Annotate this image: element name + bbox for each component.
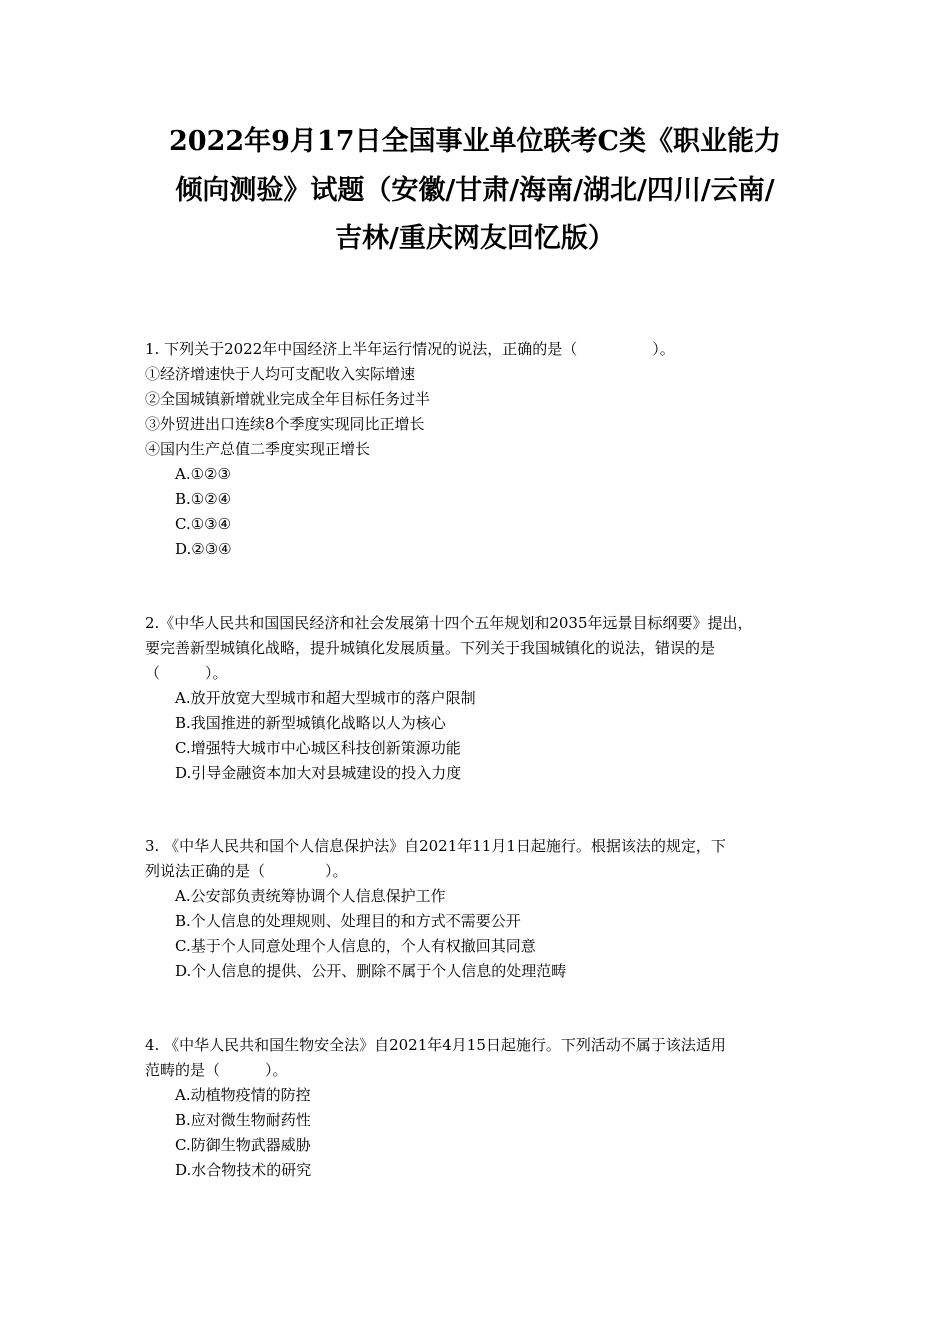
title-line: 倾向测验》试题（安徽/甘肃/海南/湖北/四川/云南/ [175, 174, 775, 206]
statement: ②全国城镇新增就业完成全年目标任务过半 [145, 390, 431, 408]
question-3 [145, 834, 810, 984]
document-title [130, 118, 820, 264]
option-b: B.个人信息的处理规则、处理目的和方式不需要公开 [175, 912, 521, 930]
option-d: D.②③④ [175, 540, 232, 558]
option-b: B.应对微生物耐药性 [175, 1111, 311, 1129]
question-stem: 1. 下列关于2022年中国经济上半年运行情况的说法，正确的是（ ）。 [145, 340, 675, 358]
option-a: A.①②③ [175, 465, 231, 483]
question-stem: （ ）。 [145, 664, 228, 682]
title-line: 2022年9月17日全国事业单位联考C类《职业能力 [169, 126, 781, 157]
option-c: C.①③④ [175, 515, 232, 533]
statement: ④国内生产总值二季度实现正增长 [145, 440, 371, 458]
question-stem: 列说法正确的是（ ）。 [145, 862, 348, 880]
option-b: B.我国推进的新型城镇化战略以人为核心 [175, 714, 446, 732]
option-d: D.引导金融资本加大对县城建设的投入力度 [175, 764, 462, 782]
option-d: D.水合物技术的研究 [175, 1161, 312, 1179]
option-a: A.动植物疫情的防控 [175, 1086, 311, 1104]
option-a: A.放开放宽大型城市和超大型城市的落户限制 [175, 689, 476, 707]
option-c: C.防御生物武器威胁 [175, 1136, 311, 1154]
option-b: B.①②④ [175, 490, 232, 508]
question-2 [145, 611, 810, 786]
question-stem: 范畴的是（ ）。 [145, 1061, 288, 1079]
option-c: C.基于个人同意处理个人信息的，个人有权撤回其同意 [175, 937, 536, 955]
question-stem: 要完善新型城镇化战略，提升城镇化发展质量。下列关于我国城镇化的说法，错误的是 [145, 639, 716, 657]
option-a: A.公安部负责统筹协调个人信息保护工作 [175, 887, 446, 905]
statement: ③外贸进出口连续8个季度实现同比正增长 [145, 415, 425, 433]
question-1 [145, 337, 810, 562]
question-stem: 2.《中华人民共和国国民经济和社会发展第十四个五年规划和2035年远景目标纲要》提出， [145, 614, 753, 632]
option-c: C.增强特大城市中心城区科技创新策源功能 [175, 739, 461, 757]
question-stem: 3. 《中华人民共和国个人信息保护法》自2021年11月1日起施行。根据该法的规定，下 [145, 837, 726, 855]
title-line: 吉林/重庆网友回忆版） [335, 223, 615, 254]
option-d: D.个人信息的提供、公开、删除不属于个人信息的处理范畴 [175, 962, 567, 980]
question-4 [145, 1033, 810, 1183]
statement: ①经济增速快于人均可支配收入实际增速 [145, 365, 416, 383]
question-stem: 4. 《中华人民共和国生物安全法》自2021年4月15日起施行。下列活动不属于该法适用 [145, 1036, 726, 1054]
